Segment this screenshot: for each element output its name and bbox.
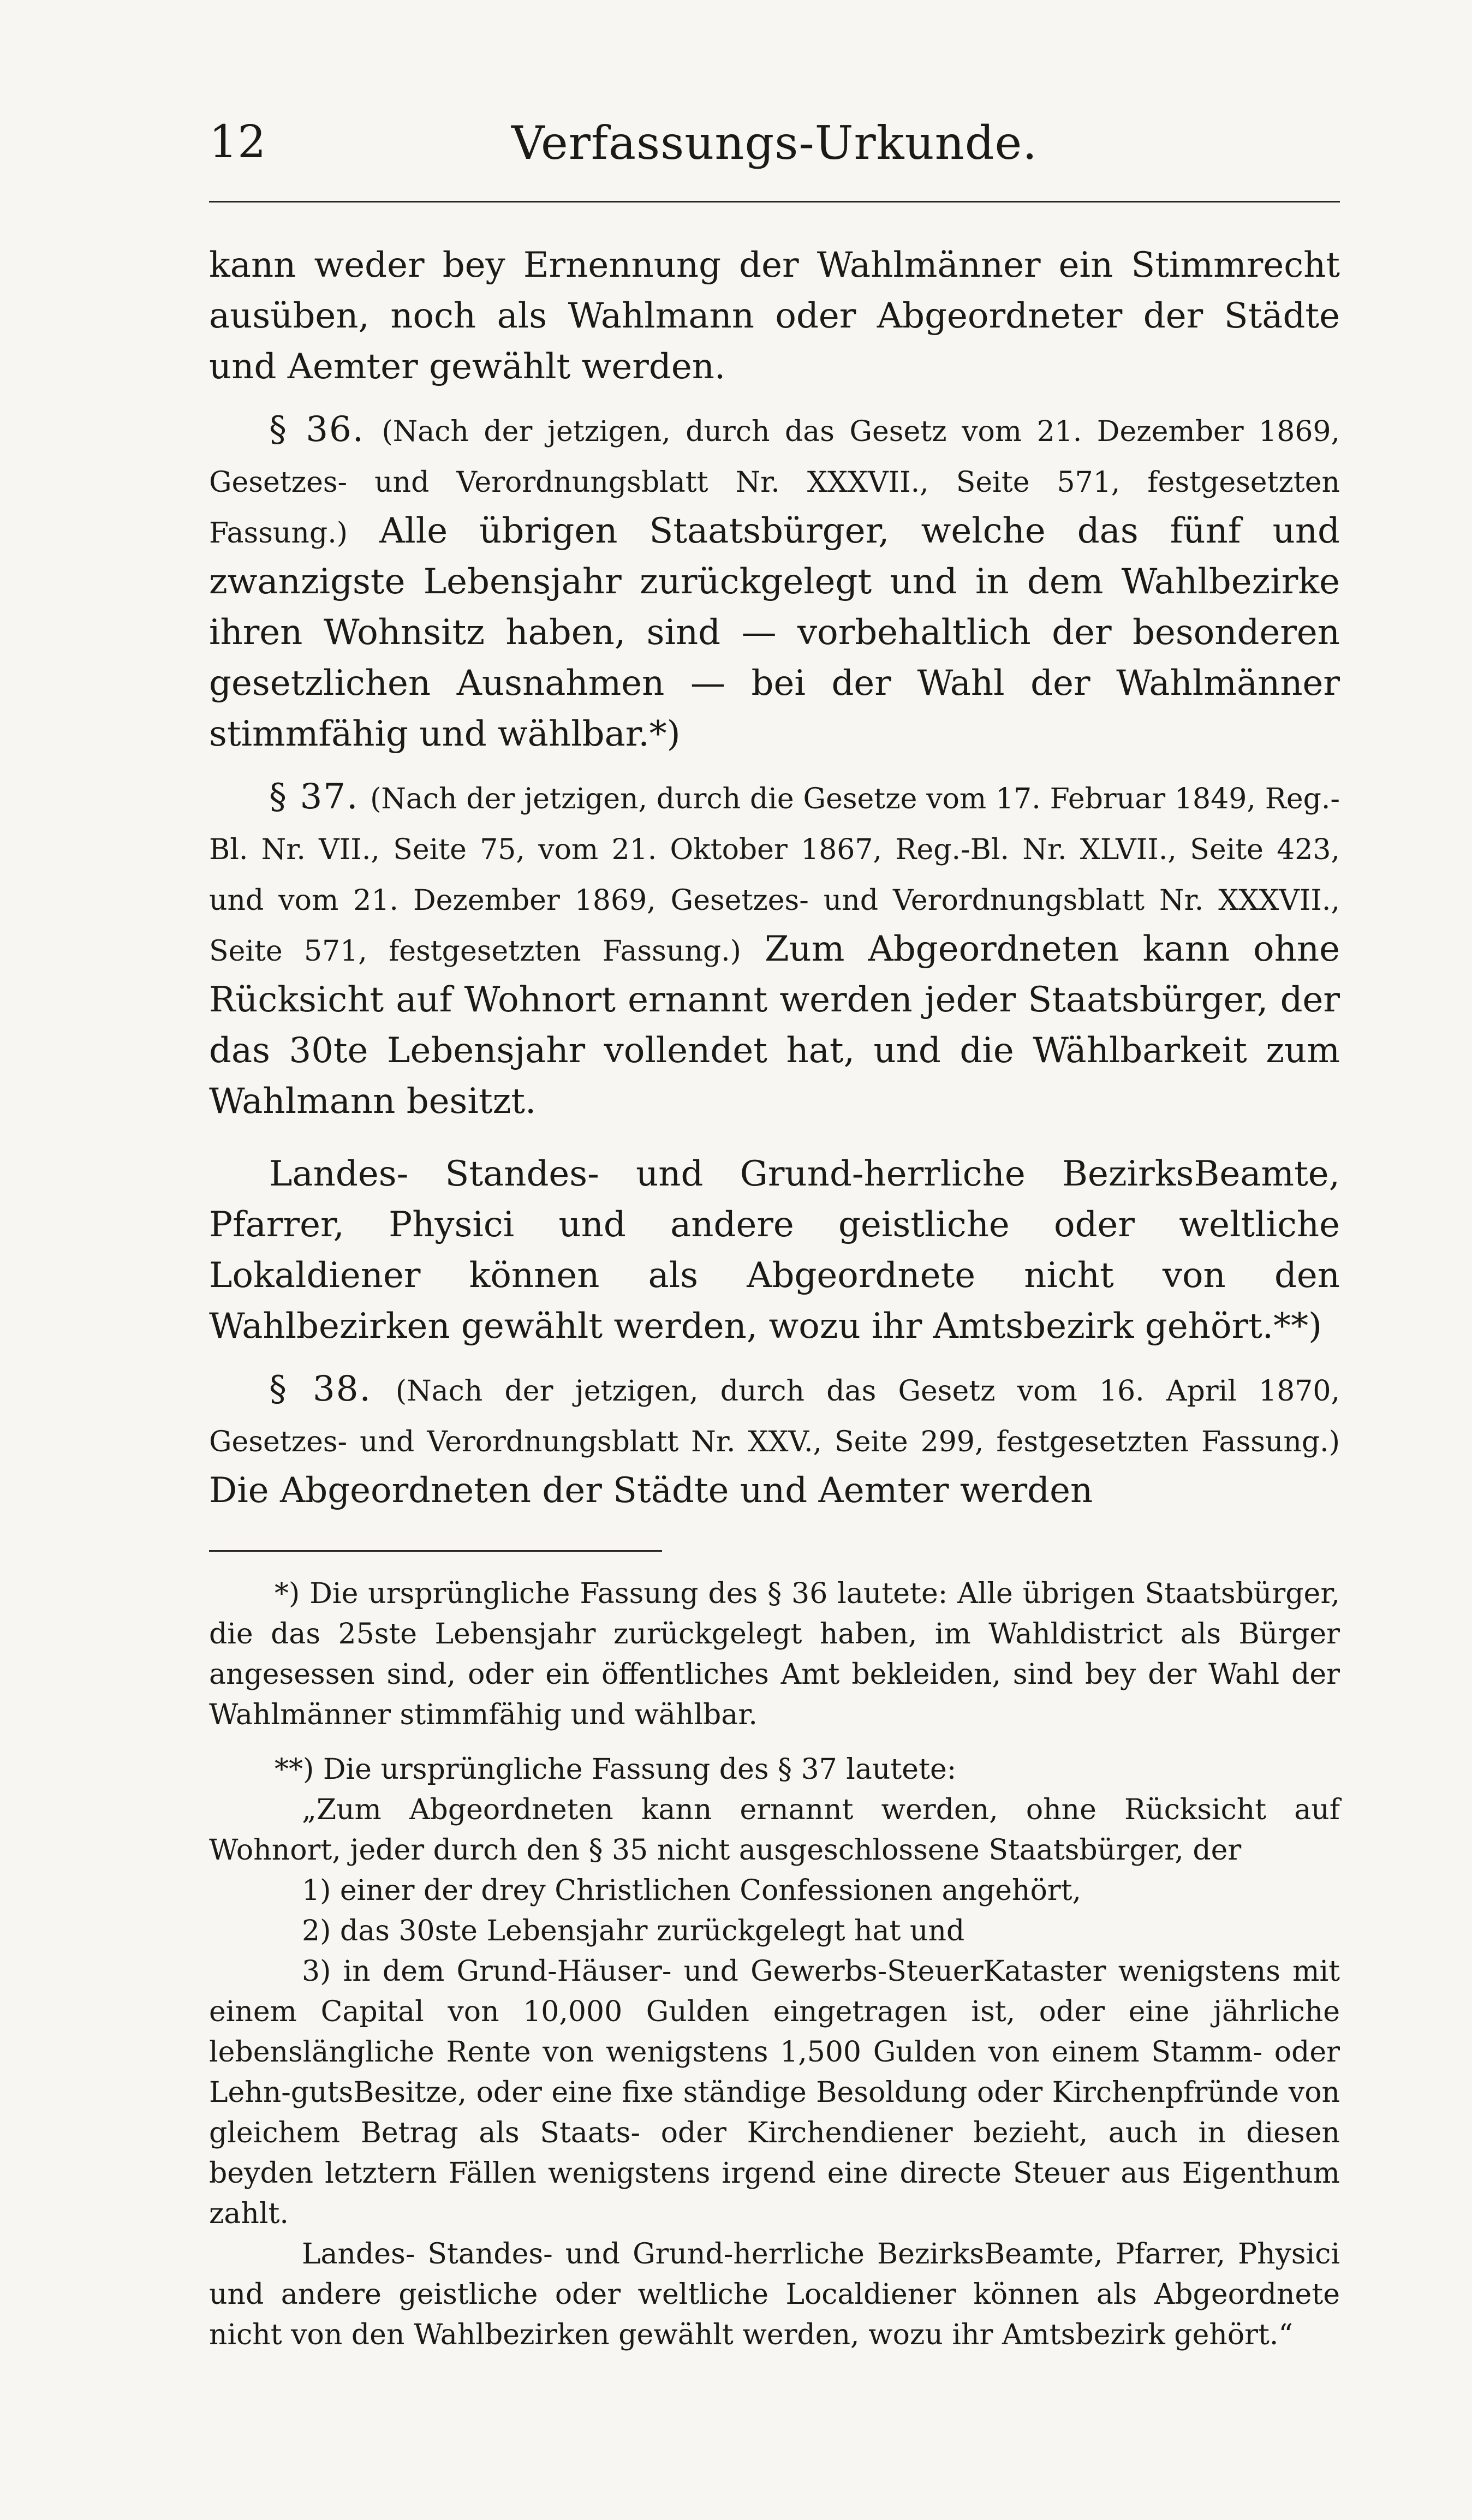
page (209, 98, 1340, 2351)
section-36-text: Alle übrigen Staatsbürger, welche das fünf und zwanzigste Lebensjahr zurückgelegt und in dem Wahlbezirke ihren Wohnsitz haben, sind — vorbehaltlich der besonderen gesetzlichen Ausnahmen — bei der Wahl der Wahlmänner stimmfähig und wählbar.*) (209, 511, 1340, 754)
main-text (209, 240, 1340, 1516)
footnotes (209, 1550, 1340, 2355)
footnote-rule (209, 1550, 662, 1552)
section-36-number: § 36. (269, 409, 365, 450)
footnote-2-item-1: 1) einer der drey Christlichen Confessionen angehört, (302, 1874, 1082, 1907)
section-36 (209, 404, 1340, 760)
section-37-text: Zum Abgeordneten kann ohne Rücksicht auf Wohnort ernannt werden jeder Staatsbürger, der das 30te Lebensjahr vollendet hat, und die Wählbarkeit zum Wahlmann besitzt. (209, 929, 1340, 1122)
section-38-text: Die Abgeordneten der Städte und Aemter werden (209, 1470, 1093, 1511)
footnote-2-intro: **) Die ursprüngliche Fassung des § 37 lautete: (275, 1753, 957, 1786)
paragraph-landes: Landes- Standes- und Grund-herrliche BezirksBeamte, Pfarrer, Physici und andere geistliche oder weltliche Lokaldiener können als Abgeordnete nicht von den Wahlbezirken gewählt werden, wozu ihr Amtsbezirk gehört.**) (209, 1154, 1340, 1347)
section-37-note: (Nach der jetzigen, durch die Gesetze vom 17. Februar 1849, Reg.-Bl. Nr. VII., Seite 75, vom 21. Oktober 1867, Reg.-Bl. Nr. XLVII., Seite 423, und vom 21. Dezember 1869, Gesetzes- und Verordnungsblatt Nr. XXXVII., Seite 571, festgesetzten Fassung.) (209, 783, 1340, 968)
section-36-note: (Nach der jetzigen, durch das Gesetz vom 21. Dezember 1869, Gesetzes- und Verordnungsblatt Nr. XXXVII., Seite 571, festgesetzten Fassung.) (209, 415, 1340, 550)
page-header (209, 98, 1340, 180)
section-38-number: § 38. (269, 1369, 372, 1409)
paragraph-continuation: kann weder bey Ernennung der Wahlmänner ein Stimmrecht ausüben, noch als Wahlmann oder Abgeordneter der Städte und Aemter gewählt werden. (209, 245, 1340, 387)
section-38 (209, 1364, 1340, 1516)
footnote-2-quote: „Zum Abgeordneten kann ernannt werden, ohne Rücksicht auf Wohnort, jeder durch den § 35 nicht ausgeschlossene Staatsbürger, der (209, 1794, 1340, 1867)
footnote-2-last: Landes- Standes- und Grund-herrliche BezirksBeamte, Pfarrer, Physici und andere geistliche oder weltliche Localdiener können als Abgeordnete nicht von den Wahlbezirken gewählt werden, wozu ihr Amtsbezirk gehört.“ (209, 2238, 1340, 2351)
running-title: Verfassungs-Urkunde. (511, 116, 1038, 170)
section-37-number: § 37. (269, 777, 359, 817)
footnote-2-item-2: 2) das 30ste Lebensjahr zurückgelegt hat und (302, 1915, 965, 1947)
footnote-2-item-3: 3) in dem Grund-Häuser- und Gewerbs-SteuerKataster wenigstens mit einem Capital von 10,000 Gulden eingetragen ist, oder eine jährliche lebenslängliche Rente von wenigstens 1,500 Gulden von einem Stamm- oder Lehn-gutsBesitze, oder eine fixe ständige Besoldung oder Kirchenpfründe von gleichem Betrag als Staats- oder Kirchendiener bezieht, auch in diesen beyden letztern Fällen wenigstens irgend eine directe Steuer aus Eigenthum zahlt. (209, 1955, 1340, 2230)
header-rule (209, 201, 1340, 202)
section-38-note: (Nach der jetzigen, durch das Gesetz vom 16. April 1870, Gesetzes- und Verordnungsblatt Nr. XXV., Seite 299, festgesetzten Fassung.) (209, 1375, 1340, 1458)
section-37 (209, 772, 1340, 1127)
page-number: 12 (209, 116, 266, 168)
footnote-1: *) Die ursprüngliche Fassung des § 36 lautete: Alle übrigen Staatsbürger, die das 25ste Lebensjahr zurückgelegt haben, im Wahldistrict als Bürger angesessen sind, oder ein öffentliches Amt bekleiden, sind bey der Wahl der Wahlmänner stimmfähig und wählbar. (209, 1577, 1340, 1731)
